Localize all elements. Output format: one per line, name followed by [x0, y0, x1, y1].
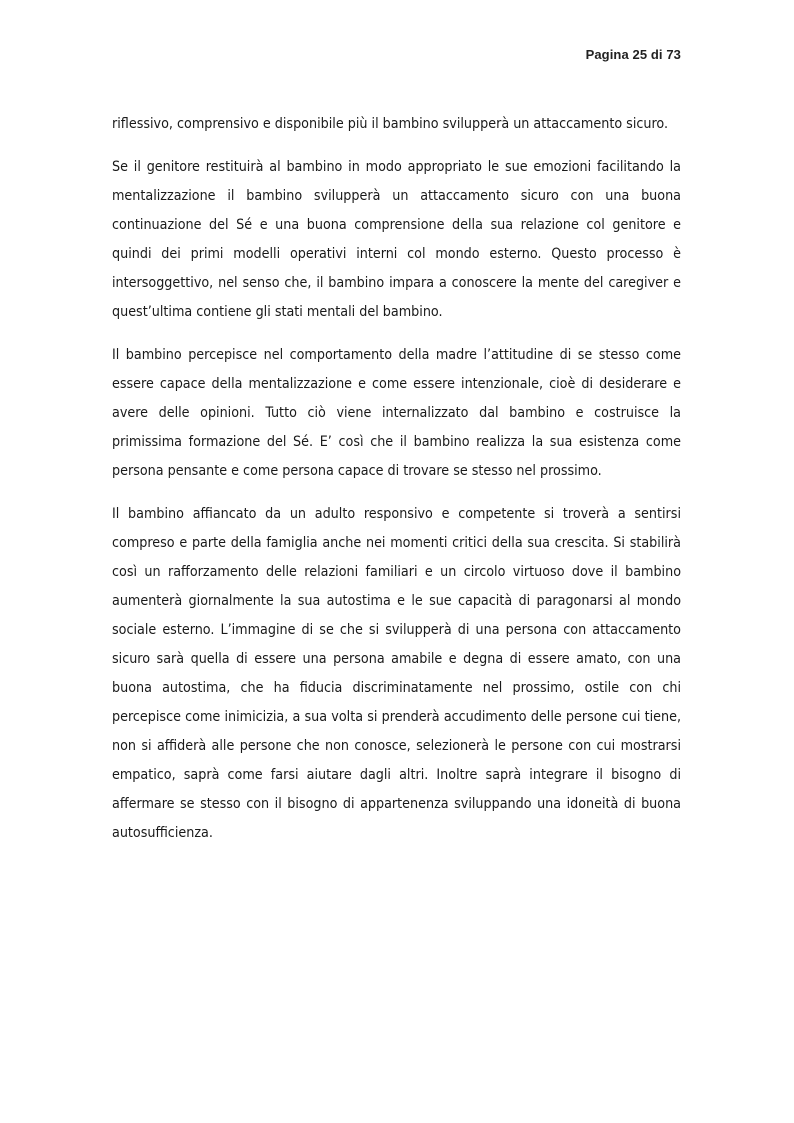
paragraph-1: riflessivo, comprensivo e disponibile più il bambino svilupperà un attaccamento sicuro.	[112, 116, 669, 132]
page-number-header: Pagina 25 di 73	[585, 47, 681, 62]
paragraph-4: Il bambino affiancato da un adulto responsivo e competente si troverà a sentirsi compreso e parte della famiglia anche nei momenti critici della sua crescita. Si stabilirà così un rafforzamento delle relazioni familiari e un circolo virtuoso dove il bambino aumenterà giornalmente la sua autostima e le sue capacità di paragonarsi al mondo sociale esterno. L’immagine di se che si svilupperà di una persona con attaccamento sicuro sarà quella di essere una persona amabile e degna di essere amato, con una buona autostima, che ha fiducia discriminatamente nel prossimo, ostile con chi percepisce come inimicizia, a sua volta si prenderà accudimento delle persone cui tiene, non si affiderà alle persone che non conosce, selezionerà le persone con cui mostrarsi empatico, saprà come farsi aiutare dagli altri. Inoltre saprà integrare il bisogno di affermare se stesso con il bisogno di appartenenza sviluppando una idoneità di buona autosufficienza.	[112, 506, 681, 841]
body-text	[112, 110, 681, 862]
paragraph-3: Il bambino percepisce nel comportamento della madre l’attitudine di se stesso come essere capace della mentalizzazione e come essere intenzionale, cioè di desiderare e avere delle opinioni. Tutto ciò viene internalizzato dal bambino e costruisce la primissima formazione del Sé. E’ così che il bambino realizza la sua esistenza come persona pensante e come persona capace di trovare se stesso nel prossimo.	[112, 347, 681, 479]
paragraph-2: Se il genitore restituirà al bambino in modo appropriato le sue emozioni facilitando la mentalizzazione il bambino svilupperà un attaccamento sicuro con una buona continuazione del Sé e una buona comprensione della sua relazione col genitore e quindi dei primi modelli operativi interni col mondo esterno. Questo processo è intersoggettivo, nel senso che, il bambino impara a conoscere la mente del caregiver e quest’ultima contiene gli stati mentali del bambino.	[112, 159, 681, 320]
